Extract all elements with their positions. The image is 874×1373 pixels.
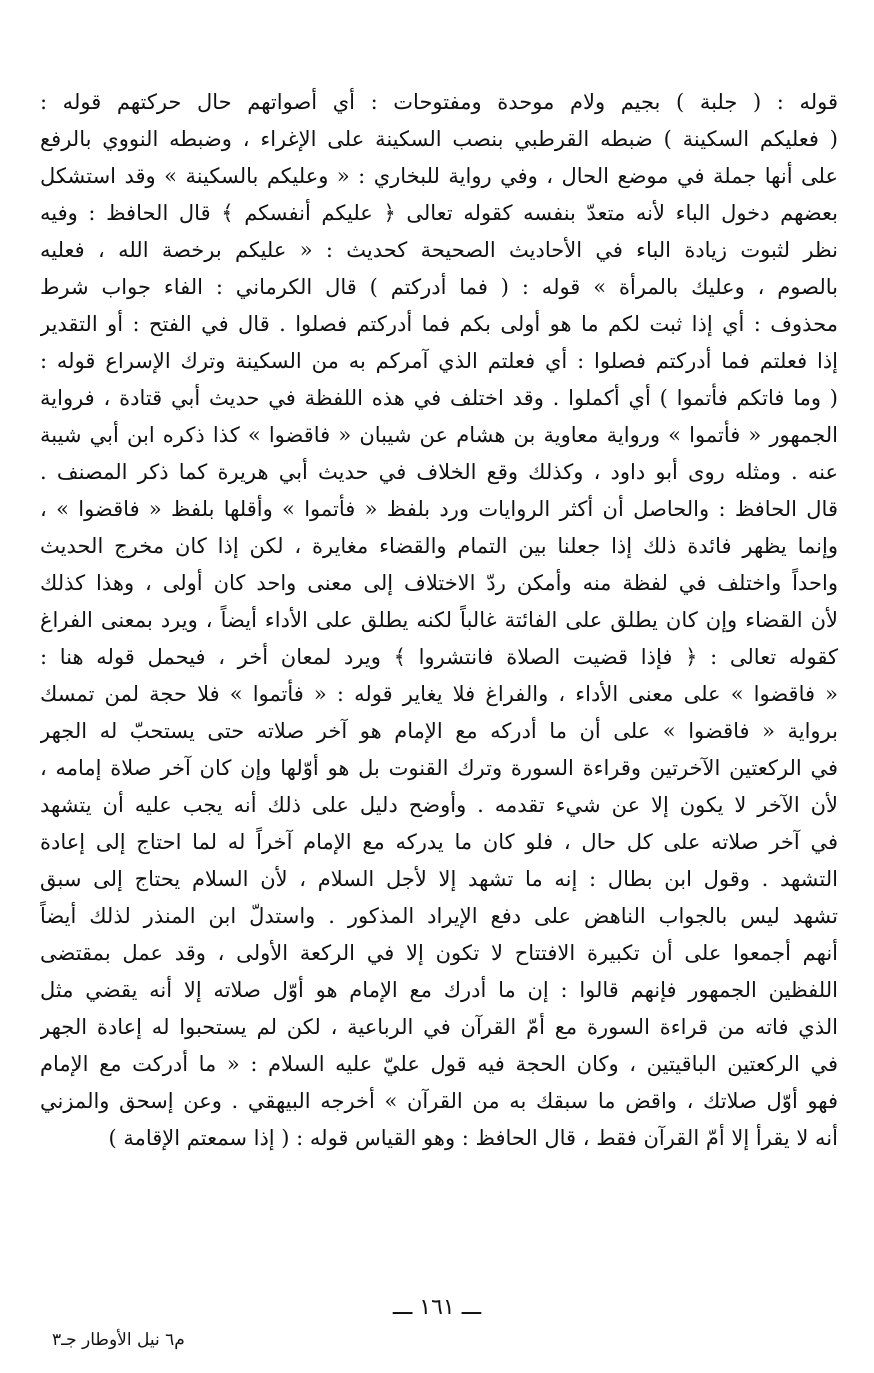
text-line: في الركعتين الباقيتين ، وكان الحجة فيه قول عليّ عليه السلام : « ما أدركت مع الإمام [40, 1052, 838, 1076]
text-line: فهو أوّل صلاتك ، واقض ما سبقك به من القرآن » أخرجه البيهقي . وعن إسحق والمزني [40, 1089, 838, 1113]
page-number: ـــ ١٦١ ـــ [392, 1295, 482, 1320]
text-line: كقوله تعالى : ﴿ فإذا قضيت الصلاة فانتشروا ﴾ ويرد لمعان أخر ، فيحمل قوله هنا : [40, 645, 838, 669]
text-line: الذي فاته من قراءة السورة مع أمّ القرآن في الرباعية ، لكن لم يستحبوا له إعادة الجهر [40, 1015, 838, 1039]
text-line: واحداً واختلف في لفظة منه وأمكن ردّ الاختلاف إلى معنى واحد كان أولى ، وهذا كذلك [40, 571, 838, 595]
text-line: إذا فعلتم فما أدركتم فصلوا : أي فعلتم الذي آمركم به من السكينة وترك الإسراع قوله : [40, 349, 838, 373]
text-line: « فاقضوا » على معنى الأداء ، والفراغ فلا يغاير قوله : « فأتموا » فلا حجة لمن تمسك [40, 682, 838, 706]
text-line: تشهد ليس بالجواب الناهض على دفع الإيراد المذكور . واستدلّ ابن المنذر لذلك أيضاً [40, 904, 838, 928]
text-line: التشهد . وقول ابن بطال : إنه ما تشهد إلا لأجل السلام ، لأن السلام يحتاج إلى سبق [40, 867, 838, 891]
text-line: لأن القضاء وإن كان يطلق على الفائتة غالباً لكنه يطلق على الأداء أيضاً ، ويرد بمعنى الفراغ [40, 608, 838, 632]
text-line: نظر لثبوت زيادة الباء في الأحاديث الصحيحة كحديث : « عليكم برخصة الله ، فعليه [40, 238, 838, 262]
text-line: ( فعليكم السكينة ) ضبطه القرطبي بنصب السكينة على الإغراء ، وضبطه النووي بالرفع [40, 127, 838, 151]
text-line: بالصوم ، وعليك بالمرأة » قوله : ( فما أدركتم ) قال الكرماني : الفاء جواب شرط [40, 275, 838, 299]
volume-signature: م٦ نيل الأوطار جـ٣ [52, 1330, 185, 1350]
body-text [40, 84, 838, 1157]
text-line: وإنما يظهر فائدة ذلك إذا جعلنا بين التمام والقضاء مغايرة ، لكن إذا كان مخرج الحديث [40, 534, 838, 558]
text-line: محذوف : أي إذا ثبت لكم ما هو أولى بكم فما أدركتم فصلوا . قال في الفتح : أو التقدير [40, 312, 838, 336]
text-line: الجمهور « فأتموا » ورواية معاوية بن هشام عن شيبان « فاقضوا » كذا ذكره ابن أبي شيبة [40, 423, 838, 447]
text-line: أنهم أجمعوا على أن تكبيرة الافتتاح لا تكون إلا في الركعة الأولى ، وقد عمل بمقتضى [40, 941, 838, 965]
text-line: في آخر صلاته على كل حال ، فلو كان ما يدركه مع الإمام آخراً له لما احتاج إلى إعادة [40, 830, 838, 854]
text-line: عنه . ومثله روى أبو داود ، وكذلك وقع الخلاف في حديث أبي هريرة كما ذكر المصنف . [40, 460, 838, 484]
text-line: في الركعتين الآخرتين وقراءة السورة وترك القنوت بل هو أوّلها وإن كان آخر صلاة إمامه ، [40, 756, 838, 780]
text-line: قوله : ( جلبة ) بجيم ولام موحدة ومفتوحات : أي أصواتهم حال حركتهم قوله : [40, 90, 838, 114]
text-line: ( وما فاتكم فأتموا ) أي أكملوا . وقد اختلف في هذه اللفظة في حديث أبي قتادة ، فرواية [40, 386, 838, 410]
text-line: اللفظين الجمهور فإنهم قالوا : إن ما أدرك مع الإمام هو أوّل صلاته إلا أنه يقضي مثل [40, 978, 838, 1002]
text-line: بعضهم دخول الباء لأنه متعدّ بنفسه كقوله تعالى ﴿ عليكم أنفسكم ﴾ قال الحافظ : وفيه [40, 201, 838, 225]
text-line: أنه لا يقرأ إلا أمّ القرآن فقط ، قال الحافظ : وهو القياس قوله : ( إذا سمعتم الإقامة ) [108, 1126, 838, 1150]
text-line: على أنها جملة في موضع الحال ، وفي رواية للبخاري : « وعليكم بالسكينة » وقد استشكل [40, 164, 838, 188]
text-line: قال الحافظ : والحاصل أن أكثر الروايات ورد بلفظ « فأتموا » وأقلها بلفظ « فاقضوا » ، [40, 497, 838, 521]
text-line: لأن الآخر لا يكون إلا عن شيء تقدمه . وأوضح دليل على ذلك أنه يجب عليه أن يتشهد [40, 793, 838, 817]
text-line: برواية « فاقضوا » على أن ما أدركه مع الإمام هو آخر صلاته حتى يستحبّ له الجهر [40, 719, 838, 743]
